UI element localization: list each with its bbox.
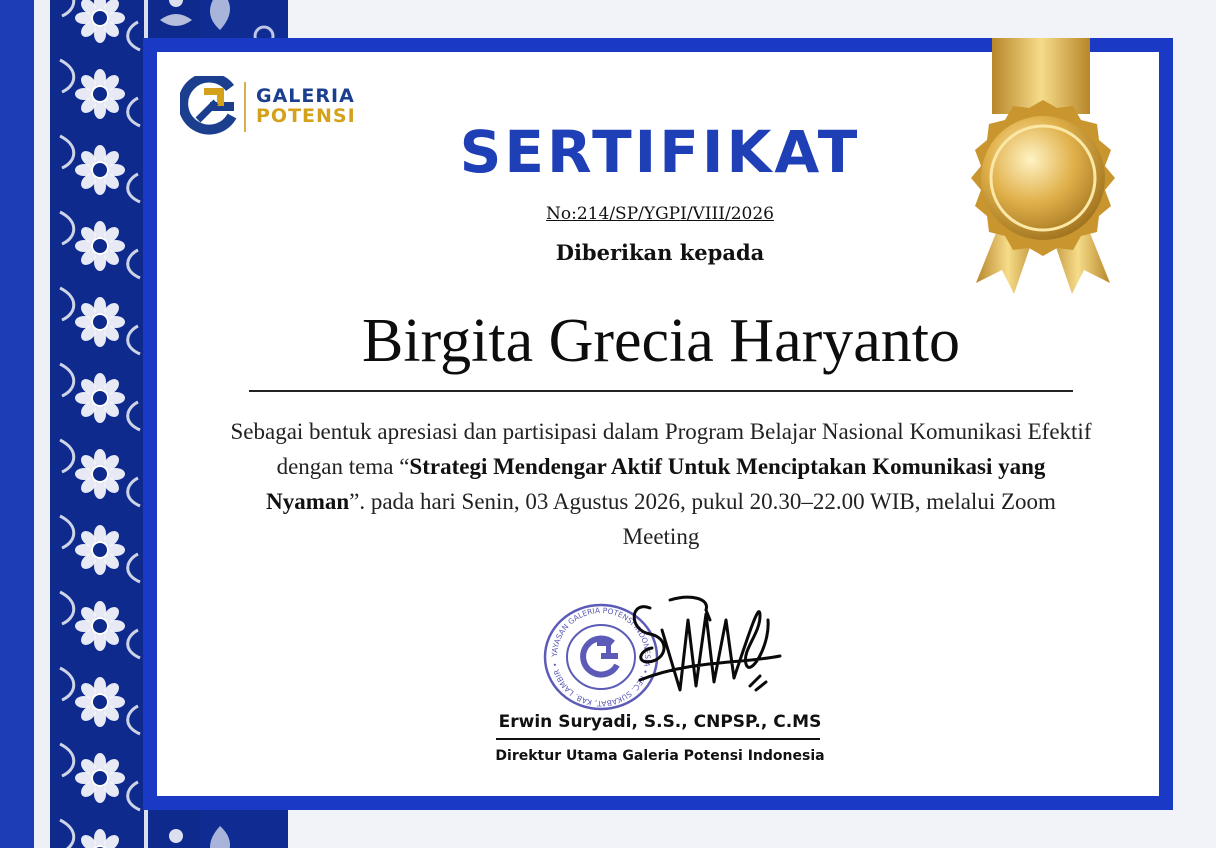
- description-intro: Sebagai bentuk apresiasi dan partisipasi dalam Program Belajar Nasional Komunikasi Efektif dengan tema “: [230, 419, 1092, 479]
- event-theme: Strategi Mendengar Aktif Untuk Menciptakan Komunikasi yang Nyaman: [266, 454, 1046, 514]
- recipient-name: Birgita Grecia Haryanto: [362, 307, 960, 375]
- signatory-underline: [496, 738, 820, 740]
- logo-line-1: GALERIA: [256, 85, 355, 107]
- description-details: ”. pada hari Senin, 03 Agustus 2026, pukul 20.30–22.00 WIB, melalui Zoom Meeting: [349, 489, 1056, 549]
- logo-divider: [244, 82, 246, 132]
- signatory-name: Erwin Suryadi, S.S., CNPSP., C.MS: [498, 712, 822, 732]
- stamp-ring-text: YAYASAN GALERIA POTENSI INDONESIA • KEC. SUKABAT, KAB. LAMBIR •: [549, 605, 653, 709]
- name-underline: [249, 390, 1073, 392]
- pale-band: [34, 0, 50, 848]
- left-edge-stripe: [0, 0, 34, 848]
- handwritten-signature: [610, 590, 790, 720]
- given-to-label: Diberikan kepada: [555, 240, 765, 265]
- galeria-potensi-logo: [180, 76, 360, 138]
- certificate-description: [230, 414, 1092, 554]
- signatory-role: Direktur Utama Galeria Potensi Indonesia: [495, 748, 825, 764]
- logo-mark-icon: [180, 76, 242, 138]
- logo-wordmark: [256, 86, 356, 126]
- logo-line-2: POTENSI: [256, 105, 356, 127]
- gold-medal-icon: [958, 38, 1128, 302]
- certificate-title: SERTIFIKAT: [459, 118, 861, 186]
- certificate-number: No:214/SP/YGPI/VIII/2026: [546, 204, 774, 224]
